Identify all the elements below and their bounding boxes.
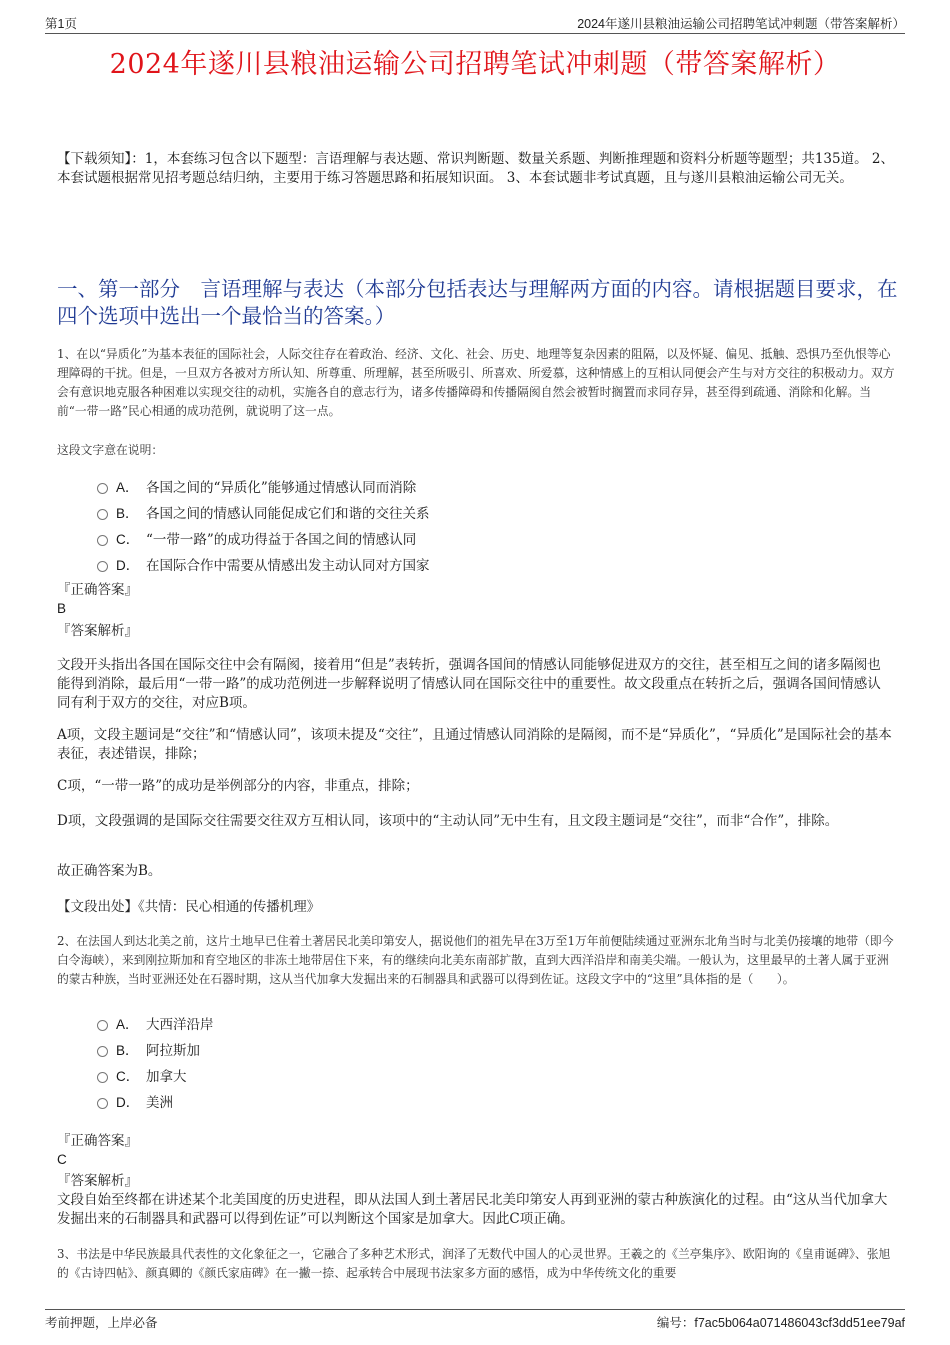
option-text: 美洲 — [146, 1095, 173, 1111]
source-note: 【文段出处】《共情：民心相通的传播机理》 — [57, 899, 321, 915]
header-doc-title: 2024年遂川县粮油运输公司招聘笔试冲刺题（带答案解析） — [577, 17, 905, 31]
radio-icon[interactable] — [97, 1020, 108, 1031]
radio-icon[interactable] — [97, 561, 108, 572]
option-text: 加拿大 — [146, 1069, 187, 1085]
option-text: 大西洋沿岸 — [146, 1017, 214, 1033]
page-header — [45, 14, 905, 32]
answer-label: 『正确答案』 — [57, 582, 138, 598]
analysis-label: 『答案解析』 — [57, 1173, 138, 1189]
answer-value: C — [57, 1152, 67, 1167]
radio-icon[interactable] — [97, 1046, 108, 1057]
option-a[interactable]: A． 大西洋沿岸 — [97, 1010, 214, 1036]
download-notice: 【下载须知】：1，本套练习包含以下题型：言语理解与表达题、常识判断题、数量关系题、判断推理题和资料分析题等题型；共135道。 2、本套试题根据常见招考题总结归纳，主要用于练习答题思路和拓展知识面。 3、本套试题非考试真题，且与遂川县粮油运输公司无关。 — [57, 151, 894, 186]
question-3-stem: 3、书法是中华民族最具代表性的文化象征之一，它融合了多种艺术形式，润泽了无数代中国人的心灵世界。王羲之的《兰亭集序》、欧阳询的《皇甫诞碑》、张旭的《古诗四帖》、颜真卿的《颜氏家庙碑》在一撇一捺、起承转合中展现书法家多方面的感悟，成为中华传统文化的重要 — [57, 1247, 891, 1280]
section-title: 一、第一部分 言语理解与表达（本部分包括表达与理解两方面的内容。请根据题目要求，在四个选项中选出一个最恰当的答案。） — [57, 277, 898, 328]
option-text: 阿拉斯加 — [146, 1043, 200, 1059]
page-title: 2024年遂川县粮油运输公司招聘笔试冲刺题（带答案解析） — [109, 49, 841, 80]
option-b[interactable]: B． 阿拉斯加 — [97, 1036, 214, 1062]
radio-icon[interactable] — [97, 509, 108, 520]
radio-icon[interactable] — [97, 1098, 108, 1109]
radio-icon[interactable] — [97, 1072, 108, 1083]
header-divider — [45, 33, 905, 34]
question-1-prompt: 这段文字意在说明： — [57, 443, 164, 457]
footer-divider — [45, 1309, 905, 1310]
option-b[interactable]: B． 各国之间的情感认同能促成它们和谐的交往关系 — [97, 499, 430, 525]
document-code: 编号：f7ac5b064a071486043cf3dd51ee79af — [656, 1315, 905, 1330]
footer-slogan: 考前押题，上岸必备 — [45, 1315, 158, 1330]
answer-value: B — [57, 601, 67, 616]
option-c[interactable]: C． “一带一路”的成功得益于各国之间的情感认同 — [97, 525, 430, 551]
analysis-label: 『答案解析』 — [57, 623, 138, 639]
analysis-paragraph: 文段自始至终都在讲述某个北美国度的历史进程，即从法国人到土著居民北美印第安人再到亚洲的蒙古种族演化的过程。由“这从当代加拿大发掘出来的石制器具和武器可以得到佐证”可以判断这个国家是加拿大。因此C项正确。 — [57, 1192, 888, 1227]
option-text: 各国之间的情感认同能促成它们和谐的交往关系 — [146, 506, 430, 522]
analysis-paragraph: D项，文段强调的是国际交往需要交往双方互相认同，该项中的“主动认同”无中生有，且文段主题词是“交往”，而非“合作”，排除。 — [57, 813, 839, 829]
analysis-conclusion: 故正确答案为B。 — [57, 863, 162, 879]
option-c[interactable]: C． 加拿大 — [97, 1062, 214, 1088]
option-a[interactable]: A． 各国之间的“异质化”能够通过情感认同而消除 — [97, 473, 430, 499]
option-d[interactable]: D． 在国际合作中需要从情感出发主动认同对方国家 — [97, 551, 430, 577]
question-2-stem: 2、在法国人到达北美之前，这片土地早已住着土著居民北美印第安人，据说他们的祖先早在3万至1万年前便陆续通过亚洲东北角当时与北美仍接壤的地带（即今白令海峡），来到刚拉斯加和育空地区的非冻土地带居住下来，有的继续向北美东南部扩散，直到大西洋沿岸和南美尖端。一般认为，这里最早的土著人属于亚洲的蒙古种族，当时亚洲还处在石器时期，这从当代加拿大发掘出来的石制器具和武器可以得到佐证。这段文字中的“这里”具体指的是（ ）。 — [57, 934, 894, 986]
option-text: “一带一路”的成功得益于各国之间的情感认同 — [146, 532, 417, 548]
option-text: 在国际合作中需要从情感出发主动认同对方国家 — [146, 558, 430, 574]
answer-label: 『正确答案』 — [57, 1133, 138, 1149]
analysis-paragraph: C项，“一带一路”的成功是举例部分的内容，非重点，排除； — [57, 778, 419, 794]
option-text: 各国之间的“异质化”能够通过情感认同而消除 — [146, 480, 417, 496]
question-2-options — [97, 1010, 214, 1114]
question-1-options — [97, 473, 430, 577]
radio-icon[interactable] — [97, 483, 108, 494]
page-number: 第1页 — [45, 17, 77, 31]
question-1-stem: 1、在以“异质化”为基本表征的国际社会，人际交往存在着政治、经济、文化、社会、历史、地理等复杂因素的阻隔，以及怀疑、偏见、抵触、恐惧乃至仇恨等心理障碍的干扰。但是，一旦双方各被对方所认知、所尊重、所理解，甚至所吸引、所喜欢、所爱慕，这种情感上的互相认同便会产生与对方交往的积极动力。双方会有意识地克服各种困难以实现交往的动机，实施各自的意志行为，诸多传播障碍和传播隔阂自然会被暂时搁置而求同存异，甚至得到疏通、消除和化解。当前“一带一路”民心相通的成功范例，就说明了这一点。 — [57, 347, 895, 418]
analysis-paragraph: A项，文段主题词是“交往”和“情感认同”，该项未提及“交往”，且通过情感认同消除的是隔阂，而不是“异质化”，“异质化”是国际社会的基本表征，表述错误，排除； — [57, 727, 892, 762]
option-d[interactable]: D． 美洲 — [97, 1088, 214, 1114]
analysis-paragraph: 文段开头指出各国在国际交往中会有隔阂，接着用“但是”表转折，强调各国间的情感认同能够促进双方的交往，甚至相互之间的诸多隔阂也能得到消除，最后用“一带一路”的成功范例进一步解释说明了情感认同在国际交往中的重要性。故文段重点在转折之后，强调各国间情感认同有利于双方的交往，对应B项。 — [57, 657, 881, 711]
page-footer — [45, 1313, 905, 1331]
radio-icon[interactable] — [97, 535, 108, 546]
